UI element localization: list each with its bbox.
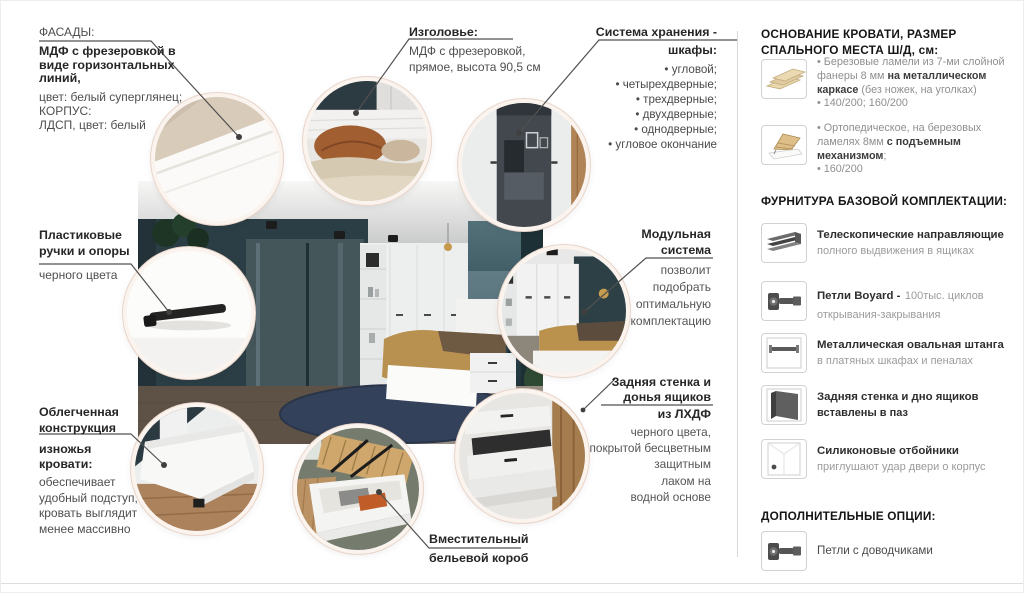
headboard-detail-circle: [303, 77, 431, 205]
callout-text-line: МДФ с фрезеровкой,: [409, 44, 526, 58]
fitting-title: Силиконовые отбойники: [817, 445, 959, 457]
callout-text-line: комплектацию: [630, 314, 711, 328]
storage-list-item: • угловое окончание: [572, 137, 717, 152]
fitting-subtitle: полного выдвижения в ящиках: [817, 244, 974, 257]
fitting-subtitle: вставлены в паз: [817, 406, 908, 419]
callout-headboard: [409, 25, 569, 75]
bed-base-item: [817, 56, 1013, 111]
sidebar-header-options: ДОПОЛНИТЕЛЬНЫЕ ОПЦИИ:: [761, 509, 936, 523]
callout-text-line: позволит: [660, 263, 711, 277]
bed-base-item-sizes: • 140/200; 160/200: [817, 97, 1013, 111]
option-item: [817, 543, 1017, 559]
callout-text-line: менее массивно: [39, 521, 131, 536]
fitting-item: [817, 338, 1017, 369]
callout-text-line: подобрать: [652, 280, 711, 294]
sidebar-header-bed-base: ОСНОВАНИЕ КРОВАТИ, РАЗМЕР СПАЛЬНОГО МЕСТА Ш/Д, см:: [761, 27, 957, 57]
callout-bold-line: из ЛХДФ: [657, 407, 711, 421]
callout-facades: [39, 25, 209, 133]
fitting-title: Петли Boyard -: [817, 290, 901, 302]
callout-bold-line: изножья: [39, 442, 92, 456]
callout-bold-line: Пластиковые: [39, 228, 122, 242]
silicone-bumper-icon: [761, 439, 807, 479]
callout-title: ФАСАДЫ:: [39, 25, 95, 39]
wardrobe-mirror-art: [462, 103, 586, 227]
fitting-title: Металлическая овальная штанга: [817, 339, 1004, 351]
linen-box-art: [297, 428, 419, 550]
storage-list-item: • четырехдверные;: [572, 77, 717, 92]
rod-icon: [761, 333, 807, 373]
bed-base-item: [817, 122, 1005, 177]
soft-close-hinge-icon: [761, 531, 807, 571]
fitting-title: Задняя стенка и дно ящиков: [817, 391, 979, 403]
callout-bold-line: шкафы:: [668, 43, 717, 57]
fitting-title: Телескопические направляющие: [817, 229, 1004, 241]
callout-text-line: прямое, высота 90,5 см: [409, 59, 541, 74]
headboard-detail-art: [307, 81, 427, 201]
fitting-subtitle: приглушают удар двери о корпус: [817, 460, 986, 473]
fitting-subtitle: 100тыс. циклов открывания-закрывания: [817, 290, 984, 321]
callout-text-line: кровать выглядит: [39, 506, 138, 520]
callout-text-line: ЛДСП, цвет: белый: [39, 118, 146, 133]
callout-bold-line: система: [660, 243, 711, 257]
linen-box-circle: [293, 424, 423, 554]
callout-bold-line: конструкция: [39, 421, 117, 435]
back-panel-icon: [761, 385, 807, 425]
callout-bold-line: Изголовье:: [409, 25, 478, 39]
callout-storage: [572, 25, 717, 153]
callout-text-line: покрытой бесцветным: [589, 441, 711, 456]
callout-backwall: [566, 375, 711, 505]
callout-bold-line: виде горизонтальных: [39, 57, 175, 72]
callout-text-line: удобный подступ,: [39, 490, 138, 505]
callout-bold-line: линий,: [39, 71, 81, 86]
callout-text-line: черного цвета: [39, 268, 118, 282]
callout-bold-line: донья ящиков: [623, 390, 711, 404]
storage-list-item: • трехдверные;: [572, 92, 717, 107]
callout-text-line: лаком на: [661, 473, 711, 488]
wardrobe-mirror-circle: [458, 99, 590, 231]
callout-bold-line: ручки и опоры: [39, 244, 130, 258]
callout-bold-line: Система хранения -: [595, 25, 717, 39]
storage-list-item: • однодверные;: [572, 122, 717, 137]
lift-bed-icon: [761, 125, 807, 165]
callout-handles: [39, 227, 189, 284]
callout-text-line: черного цвета,: [630, 425, 711, 439]
callout-bold-line: Вместительный: [429, 532, 529, 546]
sidebar-divider: [737, 31, 738, 557]
bed-base-item-sizes: • 160/200: [817, 163, 1005, 177]
callout-bold-line: Модульная: [641, 227, 711, 241]
telescopic-rails-icon: [761, 223, 807, 263]
callout-bold-line: Облегченная: [39, 405, 119, 419]
slats-icon: [761, 59, 807, 99]
callout-text-line: водной основе: [630, 489, 711, 504]
callout-text-line: обеспечивает: [39, 475, 116, 489]
callout-bold-line: бельевой короб: [429, 551, 529, 565]
bed-base-item-text: • Ортопедическое, на березовых ламелях 8мм с подъемным механизмом;: [817, 122, 1005, 163]
option-title: Петли с доводчиками: [817, 544, 933, 557]
callout-text-line: защитным: [654, 457, 711, 472]
storage-list-item: • угловой;: [572, 62, 717, 77]
callout-modular: [591, 226, 711, 330]
bottom-border-line: [1, 583, 1024, 584]
storage-list-item: • двухдверные;: [572, 107, 717, 122]
hinge-icon: [761, 281, 807, 321]
sidebar-header-fittings: ФУРНИТУРА БАЗОВОЙ КОМПЛЕКТАЦИИ:: [761, 194, 1008, 208]
fitting-subtitle: в платяных шкафах и пеналах: [817, 354, 973, 367]
fitting-item: [817, 228, 1017, 259]
fitting-item: [817, 286, 1013, 323]
fitting-item: [817, 444, 1017, 475]
callout-text-line: цвет: белый суперглянец;: [39, 89, 183, 104]
callout-footboard: [39, 404, 189, 537]
callout-text-line: КОРПУС:: [39, 104, 92, 119]
callout-bold-line: Задняя стенка и: [611, 375, 711, 389]
callout-text-line: оптимальную: [635, 297, 711, 311]
fitting-item: [817, 390, 1017, 421]
callout-bold-line: кровати:: [39, 457, 93, 471]
callout-linen-box: [429, 532, 569, 566]
callout-bold-line: МДФ с фрезеровкой в: [39, 44, 176, 59]
bed-base-item-text: • Березовые ламели из 7-ми слойной фанеры 8 мм на металлическом каркасе (без ножек, на уголках): [817, 56, 1013, 97]
